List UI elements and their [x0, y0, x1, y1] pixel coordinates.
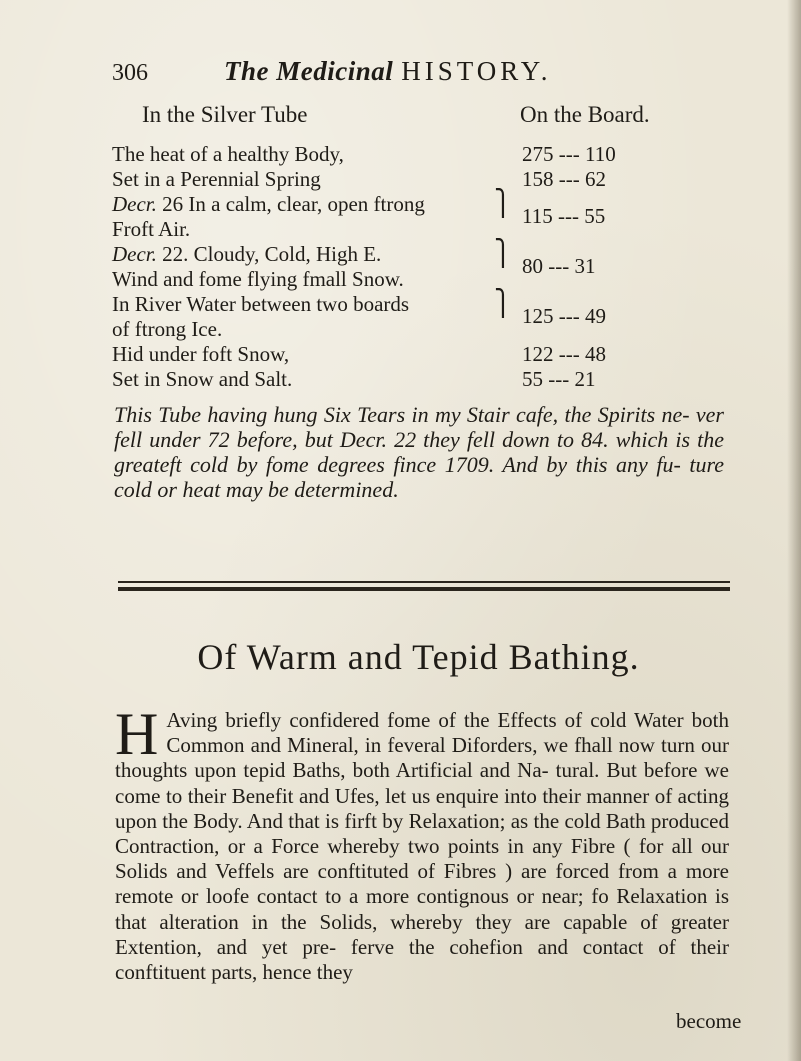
brace-icon: ⎫: [494, 190, 512, 218]
reading-row: 158 --- 62: [522, 167, 606, 191]
reading-row: 122 --- 48: [522, 342, 606, 366]
condition-list: [112, 142, 512, 392]
tube-note: This Tube having hung Six Tears in my Stair cafe, the Spirits ne- ver fell under 72 before, but Decr. 22 they fell down to 84. which is the greateft cold by fome degrees fince 1709. And by this any fu- ture cold or heat may be determined.: [114, 402, 724, 502]
reading-row: 55 --- 21: [522, 367, 596, 391]
reading-row: 115 --- 55: [522, 204, 606, 228]
condition-row-cont: of ftrong Ice.: [112, 317, 223, 341]
section-heading: Of Warm and Tepid Bathing.: [197, 637, 640, 677]
condition-row: Set in a Perennial Spring: [112, 167, 321, 191]
running-head-italic: The Medicinal: [224, 56, 394, 86]
condition-row: In River Water between two boards: [112, 292, 410, 316]
running-head: [224, 56, 552, 87]
reading-row: 80 --- 31: [522, 254, 596, 278]
page-edge-shadow: [787, 0, 801, 1061]
condition-row: Decr. 22. Cloudy, Cold, High E.: [112, 242, 382, 266]
section-body: [115, 701, 729, 985]
catchword: become: [676, 1009, 742, 1033]
tube-column-heading: In the Silver Tube: [142, 102, 308, 127]
brace-icon: ⎫: [494, 240, 512, 268]
body-paragraph: Aving briefly confidered fome of the Effects of cold Water both Common and Mineral, in feveral Diforders, we fhall now turn our thoughts upon tepid Baths, both Artificial and Na- tural. But before we come to their Benefit and Ufes, let us enquire into their manner of acting upon the Body. And that is firft by Relaxation; as the cold Bath produced Contraction, or a Force whereby two points in any Fibre ( for all our Solids and Veffels are conftituted of Fibres ) are forced from a more remote or loofe contact to a more contignous or near; fo Relaxation is that alteration in the Solids, whereby they are capable of greater Extention, and yet pre- ferve the cohefion and contact of their conftituent parts, hence they: [115, 708, 729, 985]
condition-row: Set in Snow and Salt.: [112, 367, 293, 391]
reading-row: 275 --- 110: [522, 142, 616, 166]
divider-thick: [118, 587, 730, 591]
running-head-caps: HISTORY.: [401, 56, 552, 86]
reading-row: 125 --- 49: [522, 304, 606, 328]
drop-cap: H: [115, 701, 159, 767]
divider-thin: [118, 581, 730, 583]
brace-icon: ⎫: [494, 290, 512, 318]
page-number: 306: [112, 60, 148, 86]
condition-row-cont: Wind and fome flying fmall Snow.: [112, 267, 404, 291]
condition-row: Hid under foft Snow,: [112, 342, 290, 366]
condition-row: Decr. 26 In a calm, clear, open ftrong: [112, 192, 425, 216]
condition-row-cont: Froft Air.: [112, 217, 191, 241]
condition-row: The heat of a healthy Body,: [112, 142, 344, 166]
board-column-heading: On the Board.: [520, 102, 650, 127]
